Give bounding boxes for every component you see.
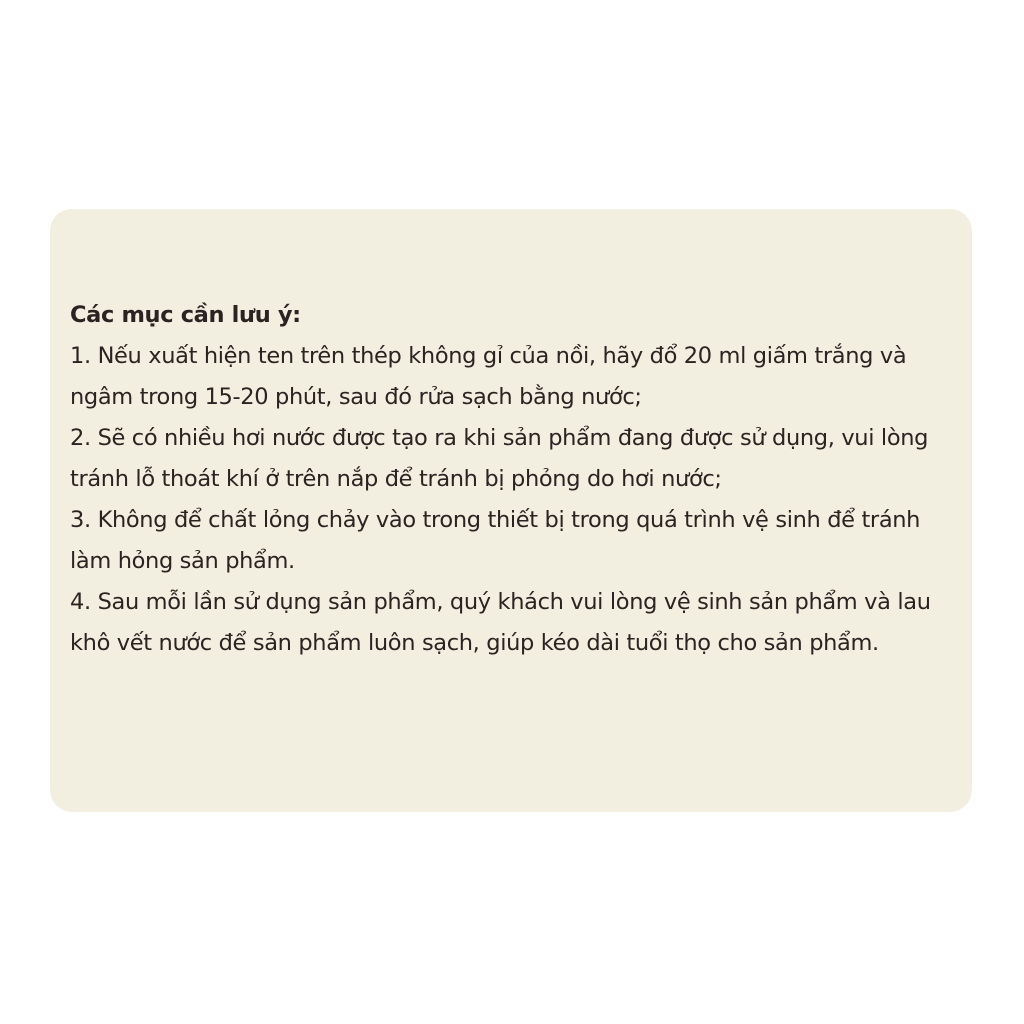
note-item-1: 1. Nếu xuất hiện ten trên thép không gỉ của nồi, hãy đổ 20 ml giấm trắng và ngâm trong 15-20 phút, sau đó rửa sạch bằng nước; (70, 343, 907, 410)
notes-title: Các mục cần lưu ý: (70, 302, 301, 328)
note-item-4: 4. Sau mỗi lần sử dụng sản phẩm, quý khách vui lòng vệ sinh sản phẩm và lau khô vết nước để sản phẩm luôn sạch, giúp kéo dài tuổi thọ cho sản phẩm. (70, 589, 931, 656)
notes-card (50, 209, 972, 812)
note-item-2: 2. Sẽ có nhiều hơi nước được tạo ra khi sản phẩm đang được sử dụng, vui lòng tránh lỗ thoát khí ở trên nắp để tránh bị phỏng do hơi nước; (70, 425, 929, 492)
note-item-3: 3. Không để chất lỏng chảy vào trong thiết bị trong quá trình vệ sinh để tránh làm hỏng sản phẩm. (70, 507, 921, 574)
notes-text-block (70, 295, 952, 664)
